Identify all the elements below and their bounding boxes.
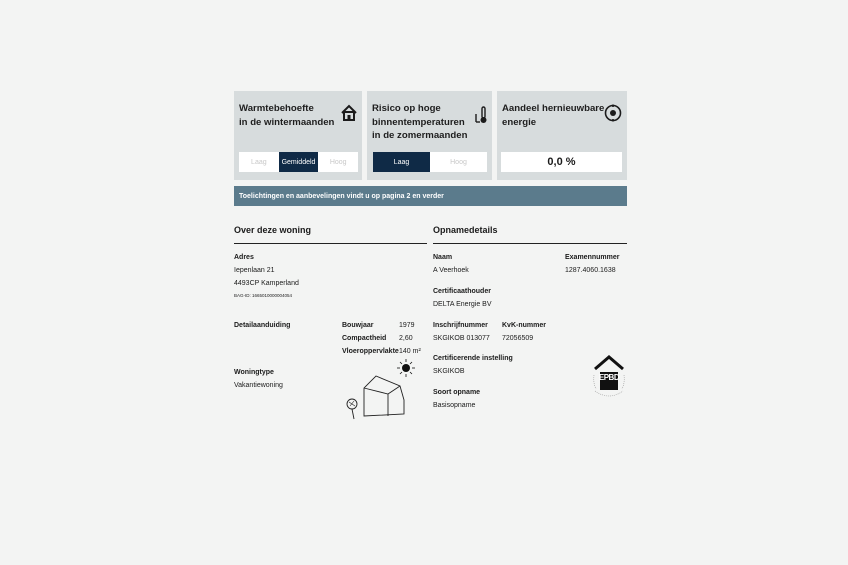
heat-demand-scale [239, 152, 358, 172]
section-title-opname: Opnamedetails [433, 225, 498, 235]
section-rule-woning [234, 243, 427, 244]
risk-option-laag: Laag [373, 152, 430, 172]
renewable-value: 0,0 % [501, 152, 622, 172]
certificerende-instelling-label: Certificerende instelling [433, 355, 513, 362]
examennummer-label: Examennummer [565, 254, 620, 261]
inschrijfnummer-label: Inschrijfnummer [433, 322, 488, 329]
thermometer-icon [473, 105, 493, 125]
certificaathouder-value: DELTA Energie BV [433, 301, 492, 308]
risk-option-hoog: Hoog [450, 158, 467, 166]
renewable-icon [603, 103, 623, 123]
card-renew-title [502, 102, 604, 129]
card-risk-title-line2: binnentemperaturen [372, 116, 465, 128]
kvk-value: 72056509 [502, 335, 534, 342]
examennummer-value: 1287.4060.1638 [565, 267, 616, 274]
card-heat-demand [234, 91, 362, 180]
kvk-label: KvK-nummer [502, 322, 546, 329]
soort-opname-value: Basisopname [433, 402, 476, 409]
vloer-label: Vloeroppervlakte [342, 348, 399, 355]
card-risk-title-line1: Risico op hoge [372, 103, 441, 114]
woningtype-value: Vakantiewoning [234, 382, 283, 389]
epbd-seal-text: EPBD [598, 373, 620, 382]
card-renew-title-line1: Aandeel hernieuwbare [502, 103, 605, 114]
soort-opname-label: Soort opname [433, 389, 481, 396]
naam-label: Naam [433, 254, 453, 261]
house-illustration-icon [342, 356, 422, 422]
certificaathouder-label: Certificaathouder [433, 288, 491, 295]
naam-value: A Veerhoek [433, 267, 469, 274]
heat-option-laag: Laag [251, 158, 267, 166]
compactheid-value: 2,60 [399, 335, 413, 342]
adres-line1: Iepenlaan 21 [234, 267, 275, 274]
inschrijfnummer-value: SKGIKOB 013077 [433, 335, 490, 342]
heat-option-hoog: Hoog [329, 158, 347, 166]
card-renewable-share [497, 91, 627, 180]
card-heat-title-line2: in de wintermaanden [239, 116, 335, 128]
card-renew-title-line2: energie [502, 116, 537, 128]
section-title-woning: Over deze woning [234, 225, 312, 235]
section-rule-opname [433, 243, 627, 244]
card-heat-title-line1: Warmtebehoefte [239, 103, 314, 114]
card-overheating-risk [367, 91, 492, 180]
compactheid-label: Compactheid [342, 335, 387, 342]
bouwjaar-value: 1979 [399, 322, 415, 329]
woningtype-label: Woningtype [234, 369, 274, 376]
heat-option-gemiddeld: Gemiddeld [279, 152, 319, 172]
adres-line2: 4493CP Kamperland [234, 280, 299, 287]
house-icon [339, 103, 359, 123]
certificerende-instelling-value: SKGIKOB [433, 368, 465, 375]
card-risk-title [372, 102, 467, 143]
vloer-value: 140 m² [399, 348, 421, 355]
detail-label: Detailaanduiding [234, 322, 291, 329]
card-risk-title-line3: in de zomermaanden [372, 130, 468, 141]
info-banner: Toelichtingen en aanbevelingen vindt u op pagina 2 en verder [234, 186, 627, 206]
bag-id: BAG-ID: 1665010000004054 [234, 293, 293, 298]
card-heat-title [239, 102, 334, 129]
risk-scale [373, 152, 487, 172]
adres-label: Adres [234, 254, 254, 261]
bouwjaar-label: Bouwjaar [342, 322, 374, 329]
